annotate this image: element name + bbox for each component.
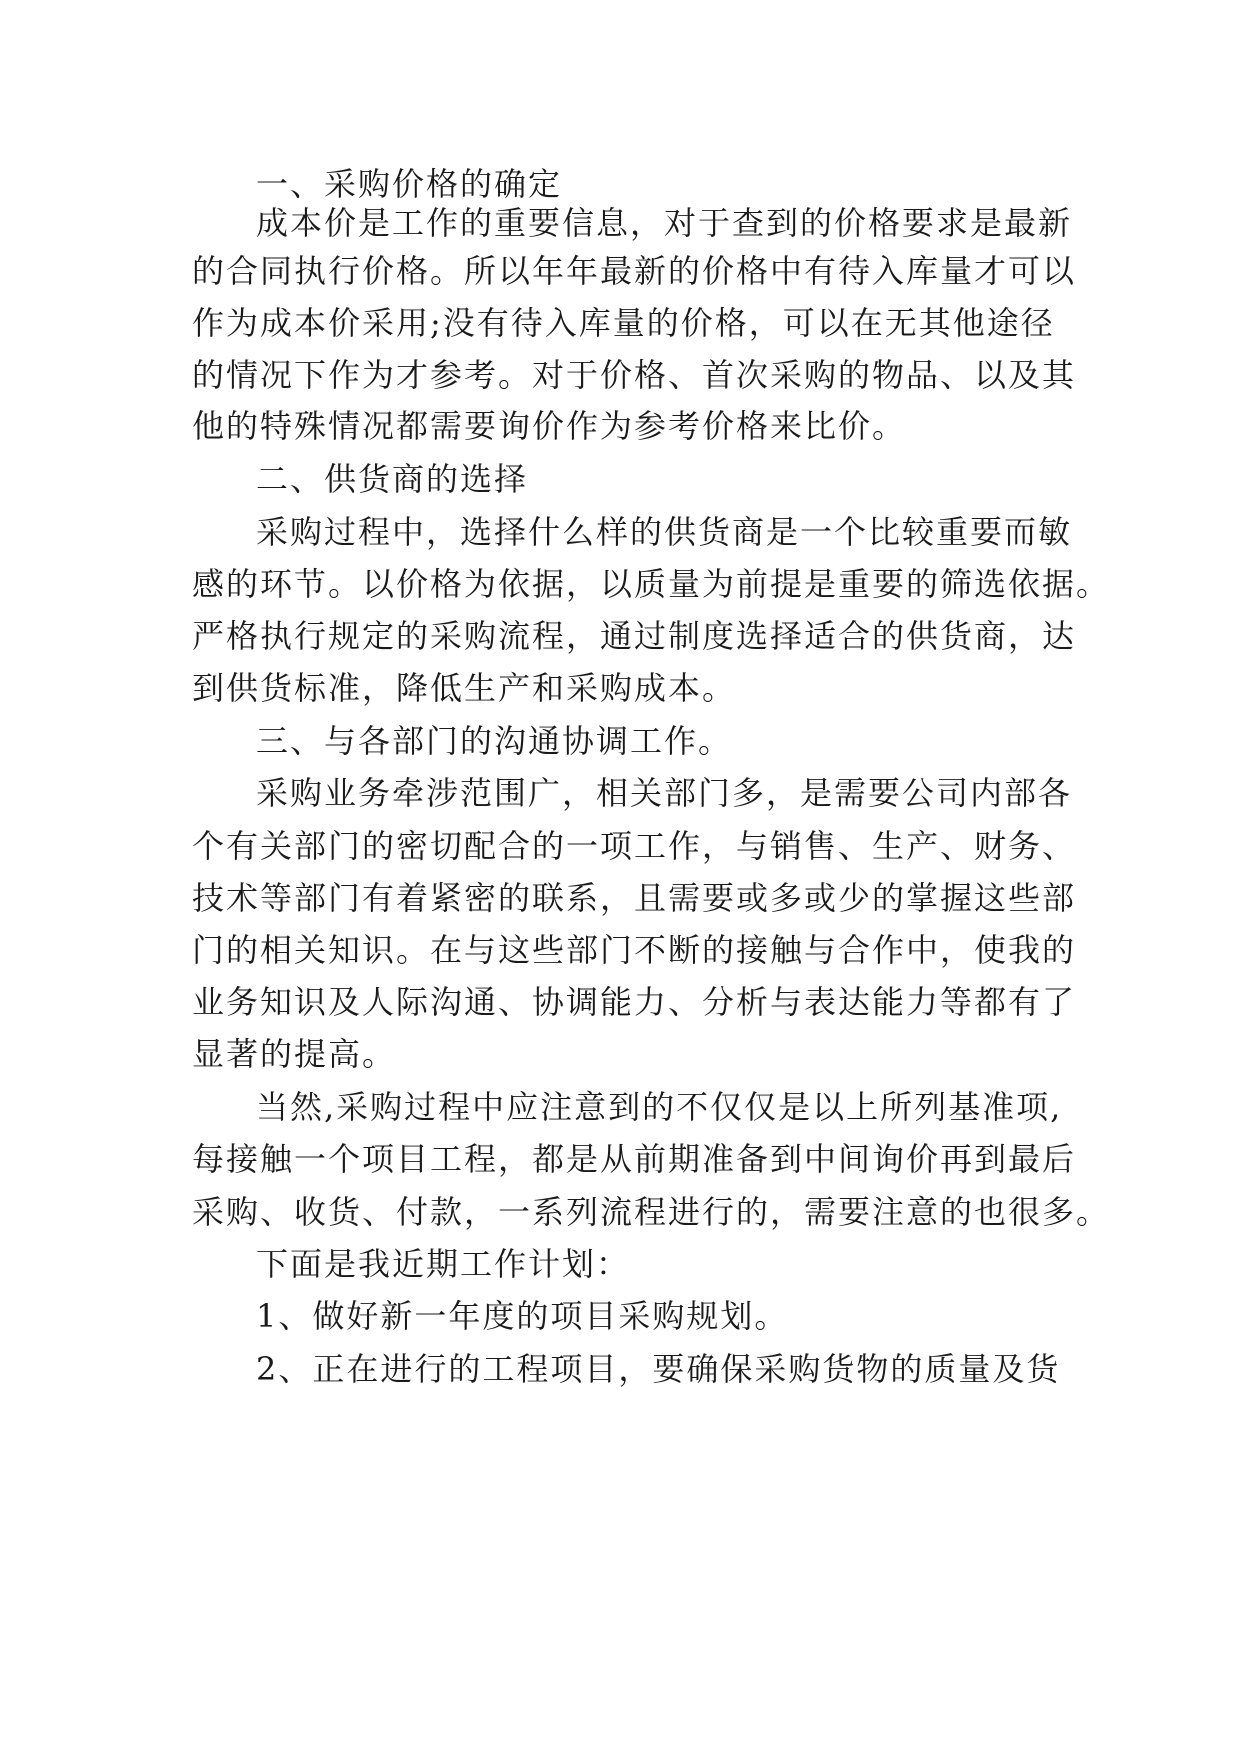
plan-heading: 下面是我近期工作计划： [256, 1245, 631, 1283]
paragraph-line: 显著的提高。 [192, 1035, 397, 1073]
paragraph-line: 每接触一个项目工程，都是从前期准备到中间询价再到最后 [192, 1140, 1077, 1178]
paragraph-line: 门的相关知识。在与这些部门不断的接触与合作中，使我的 [192, 931, 1077, 969]
paragraph-line: 技术等部门有着紧密的联系，且需要或多或少的掌握这些部 [192, 879, 1077, 917]
paragraph-line: 采购、收货、付款，一系列流程进行的，需要注意的也很多。 [192, 1193, 1111, 1231]
paragraph-line: 作为成本价采用;没有待入库量的价格，可以在无其他途径 [192, 304, 1055, 342]
paragraph-line: 当然,采购过程中应注意到的不仅仅是以上所列基准项, [256, 1088, 1063, 1126]
paragraph-line: 的合同执行价格。所以年年最新的价格中有待入库量才可以 [192, 252, 1077, 290]
heading-communication: 三、与各部门的沟通协调工作。 [256, 722, 733, 760]
plan-item-1: 1、做好新一年度的项目采购规划。 [256, 1297, 789, 1335]
plan-item-2: 2、正在进行的工程项目，要确保采购货物的质量及货 [256, 1350, 1061, 1388]
paragraph-line: 他的特殊情况都需要询价作为参考价格来比价。 [192, 407, 907, 445]
paragraph-line: 感的环节。以价格为依据，以质量为前提是重要的筛选依据。 [192, 565, 1111, 603]
paragraph-line: 严格执行规定的采购流程，通过制度选择适合的供货商，达 [192, 617, 1077, 655]
paragraph-line: 业务知识及人际沟通、协调能力、分析与表达能力等都有了 [192, 983, 1077, 1021]
paragraph-line: 采购业务牵涉范围广，相关部门多，是需要公司内部各 [256, 774, 1073, 812]
paragraph-line: 到供货标准，降低生产和采购成本。 [192, 669, 737, 707]
paragraph-line: 的情况下作为才参考。对于价格、首次采购的物品、以及其 [192, 356, 1077, 394]
paragraph-line: 成本价是工作的重要信息，对于查到的价格要求是最新 [256, 204, 1073, 242]
heading-supplier: 二、供货商的选择 [256, 460, 529, 498]
heading-price: 一、采购价格的确定 [256, 165, 563, 203]
paragraph-line: 个有关部门的密切配合的一项工作，与销售、生产、财务、 [192, 827, 1077, 865]
paragraph-line: 采购过程中，选择什么样的供货商是一个比较重要而敏 [256, 513, 1073, 551]
